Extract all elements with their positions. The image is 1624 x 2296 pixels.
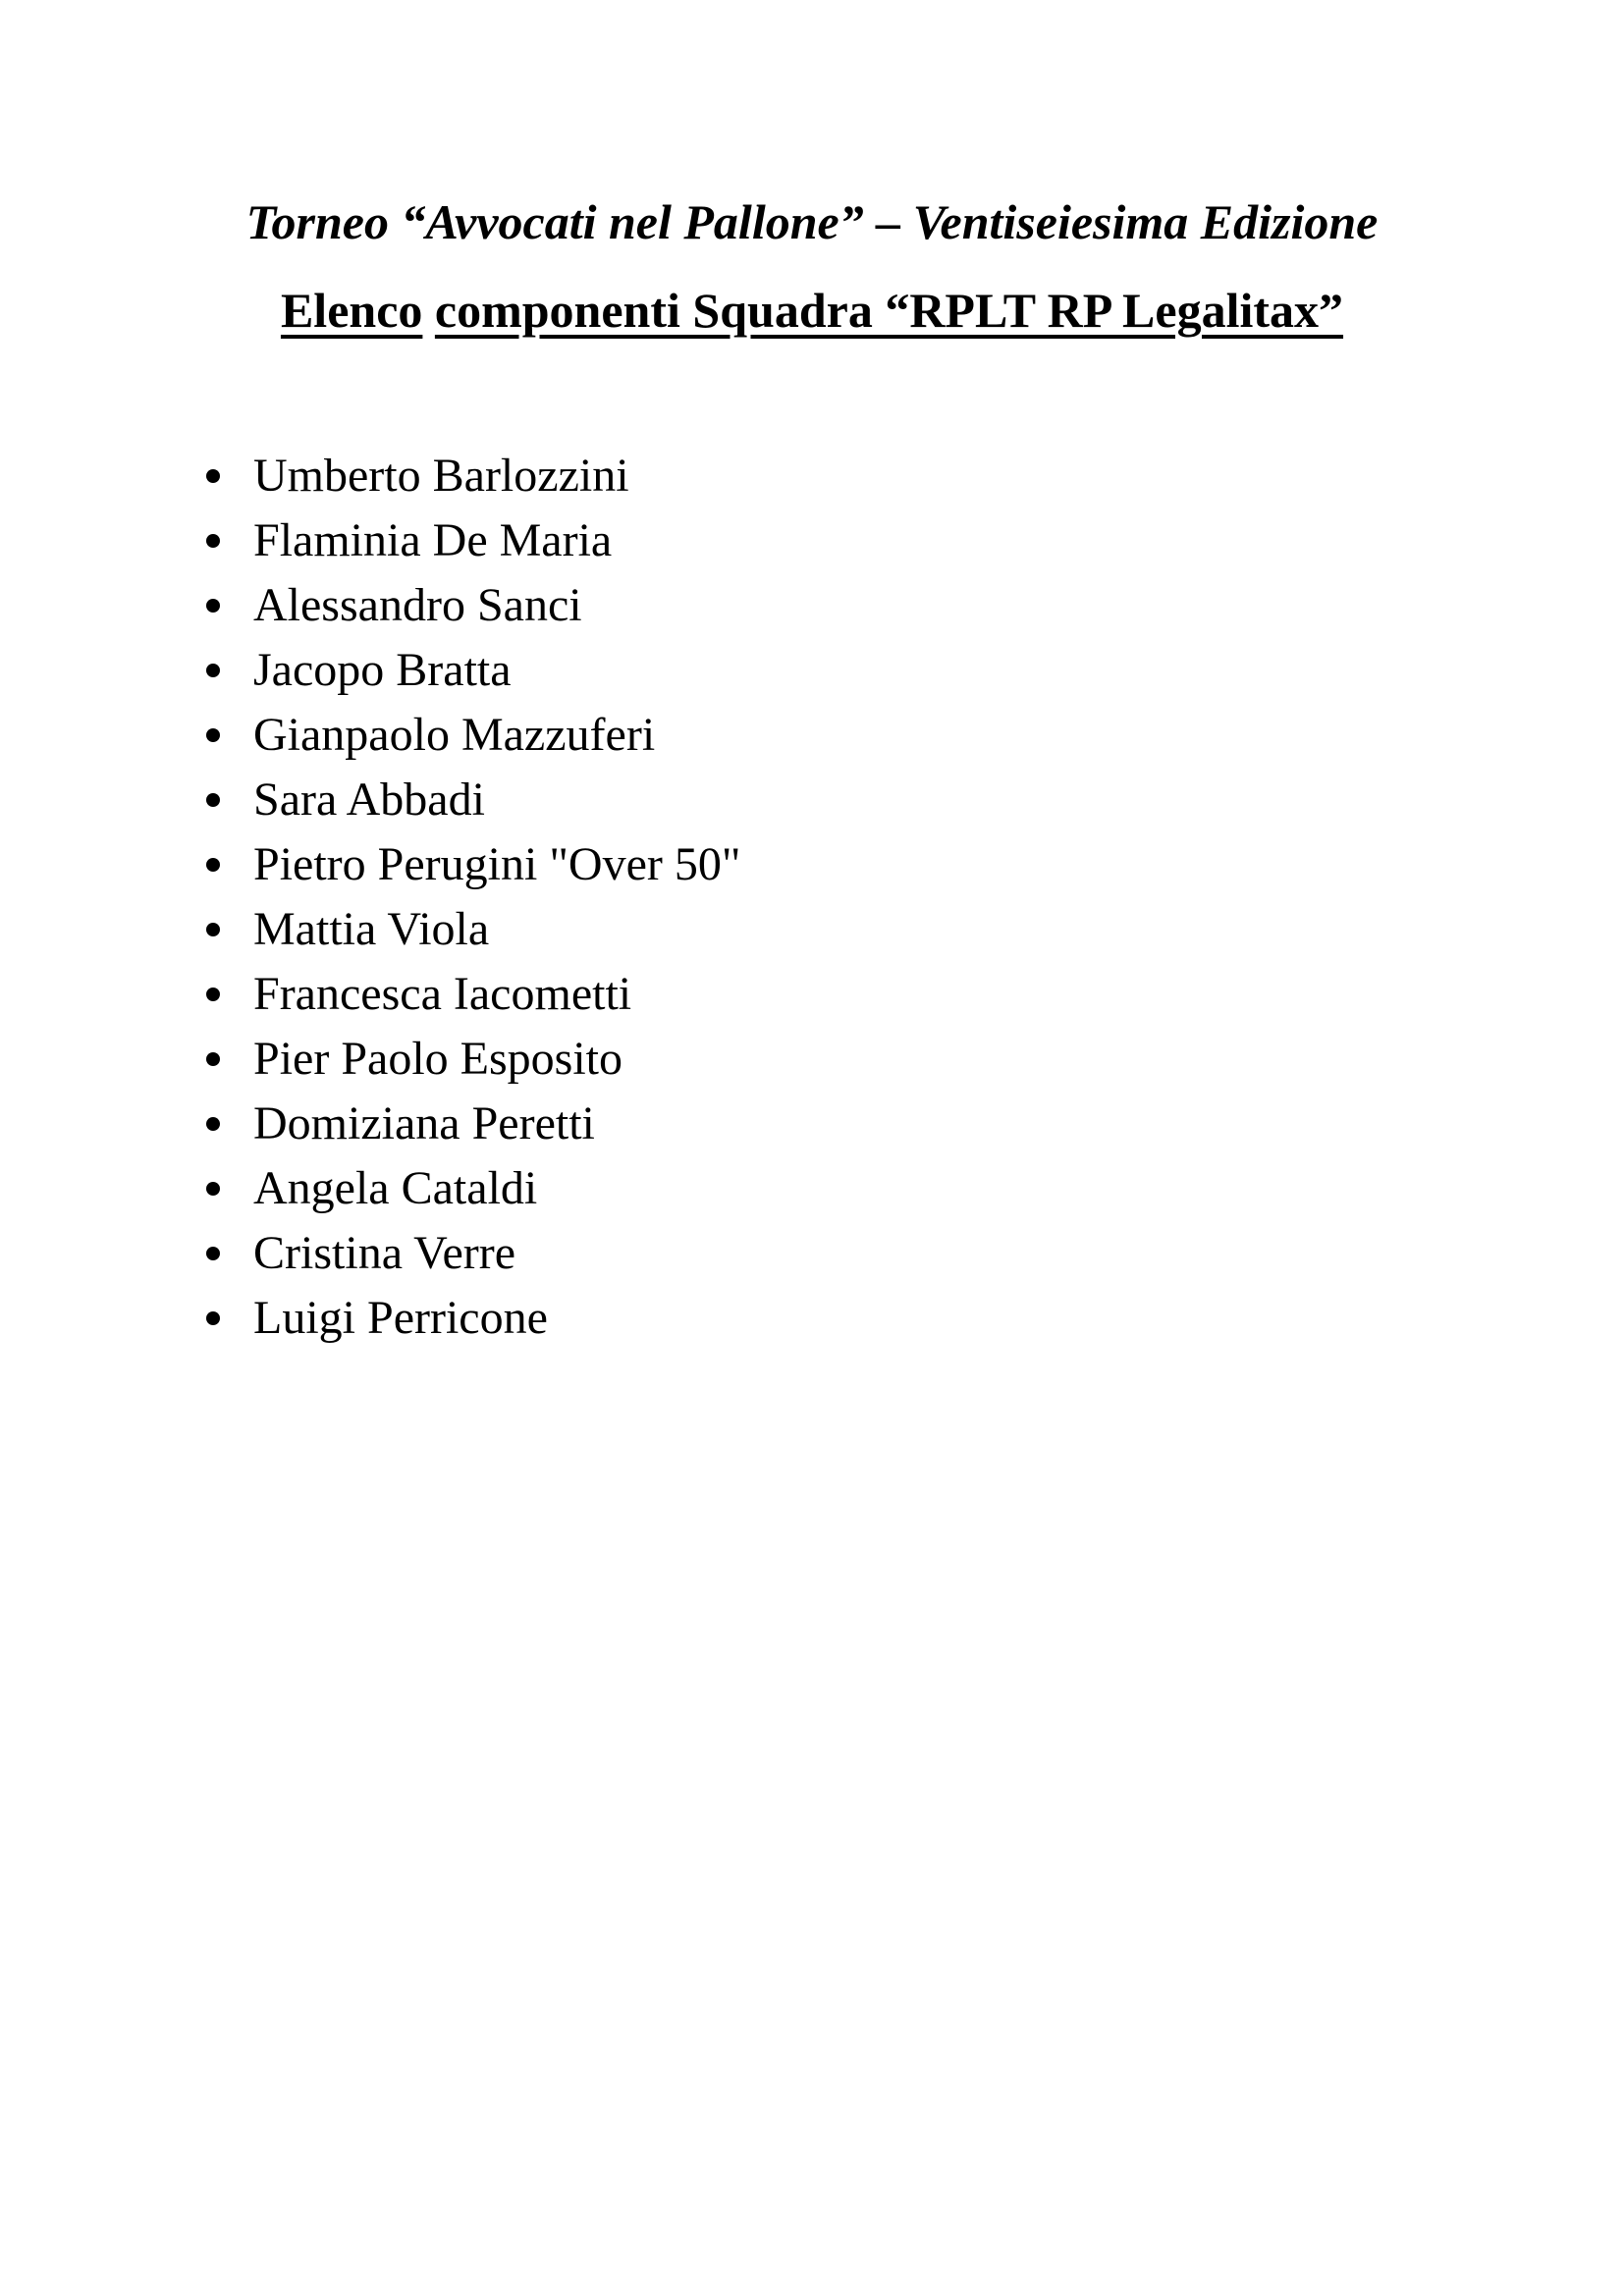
list-item [202, 768, 740, 832]
member-name: Flaminia De Maria [253, 514, 613, 566]
list-item [202, 1092, 740, 1156]
bullet-icon [206, 988, 220, 1001]
bullet-icon [206, 793, 220, 807]
document-title: Torneo “Avvocati nel Pallone” – Ventiseiesima Edizione [245, 194, 1379, 249]
bullet-icon [206, 599, 220, 613]
list-item [202, 962, 740, 1027]
member-name: Luigi Perricone [253, 1292, 548, 1344]
list-item [202, 1156, 740, 1221]
bullet-icon [206, 1052, 220, 1066]
member-name: Francesca Iacometti [253, 968, 632, 1020]
team-member-list [202, 444, 740, 1351]
member-name: Jacopo Bratta [253, 644, 512, 696]
member-name: Gianpaolo Mazzuferi [253, 709, 656, 761]
member-name: Umberto Barlozzini [253, 450, 629, 502]
bullet-icon [206, 858, 220, 872]
list-item [202, 832, 740, 897]
member-name: Alessandro Sanci [253, 579, 582, 631]
member-name: Sara Abbadi [253, 774, 485, 826]
member-name: Mattia Viola [253, 903, 490, 955]
member-name: Pier Paolo Esposito [253, 1033, 623, 1085]
document-subtitle [0, 281, 1624, 340]
bullet-icon [206, 1182, 220, 1196]
list-item [202, 638, 740, 703]
bullet-icon [206, 1117, 220, 1131]
bullet-icon [206, 664, 220, 677]
list-item [202, 703, 740, 768]
bullet-icon [206, 534, 220, 548]
bullet-icon [206, 1311, 220, 1325]
subtitle-team-name: componenti Squadra “RPLT RP Legalitax” [434, 283, 1344, 338]
member-name: Angela Cataldi [253, 1162, 538, 1214]
bullet-icon [206, 469, 220, 483]
list-item [202, 1027, 740, 1092]
list-item [202, 897, 740, 962]
bullet-icon [206, 1247, 220, 1260]
list-item [202, 1221, 740, 1286]
member-name: Pietro Perugini "Over 50" [253, 838, 741, 890]
bullet-icon [206, 728, 220, 742]
subtitle-elenco: Elenco [280, 283, 423, 338]
list-item [202, 508, 740, 573]
member-name: Domiziana Peretti [253, 1097, 595, 1149]
bullet-icon [206, 923, 220, 936]
list-item [202, 573, 740, 638]
list-item [202, 1286, 740, 1351]
member-name: Cristina Verre [253, 1227, 516, 1279]
list-item [202, 444, 740, 508]
